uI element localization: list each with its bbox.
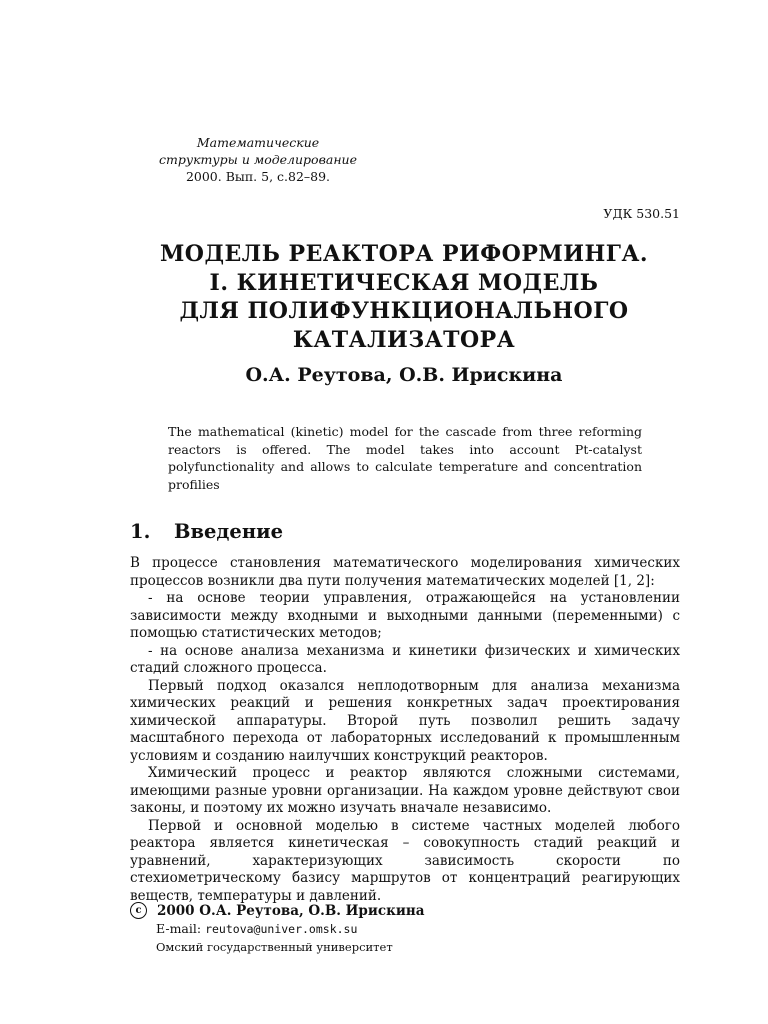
affiliation: Омский государственный университет [156, 940, 393, 954]
email-label: E-mail: [156, 921, 202, 936]
journal-name-line2: структуры и моделирование [158, 152, 357, 167]
journal-issue: 2000. Вып. 5, с.82–89. [185, 169, 331, 184]
copyright-icon: c [130, 902, 147, 919]
email-address[interactable]: reutova@univer.omsk.su [205, 922, 358, 936]
title-line-4: КАТАЛИЗАТОРА [292, 326, 516, 353]
footer [130, 902, 680, 954]
paragraph: - на основе теории управления, отражающейся на установлении зависимости между входными и выходными данными (переменными) с помощью статистических методов; [130, 590, 680, 641]
paragraph: Химический процесс и реактор являются сложными системами, имеющими разные уровни организации. На каждом уровне действуют свои законы, и поэтому их можно изучать вначале независимо. [130, 765, 680, 816]
journal-reference [140, 134, 376, 185]
paper-title [100, 240, 708, 354]
abstract: The mathematical (kinetic) model for the cascade from three reforming reactors is offered. The model takes into account Pt-catalyst polyfunctionality and allows to calculate temperature and concentration profilies [168, 424, 642, 492]
section-heading [130, 520, 283, 543]
paragraph: В процессе становления математического моделирования химических процессов возникли два пути получения математических моделей [1, 2]: [130, 555, 680, 589]
email-line [156, 921, 680, 936]
copyright-line [130, 902, 680, 919]
journal-name-line1: Математические [196, 135, 320, 150]
title-line-1: МОДЕЛЬ РЕАКТОРА РИФОРМИНГА. [159, 241, 649, 267]
paragraph: - на основе анализа механизма и кинетики физических и химических стадий сложного процесса. [130, 642, 680, 676]
body-text [130, 555, 680, 905]
udk-code: УДК 530.51 [603, 206, 680, 221]
title-line-3: ДЛЯ ПОЛИФУНКЦИОНАЛЬНОГО [179, 298, 629, 324]
paragraph: Первой и основной моделью в системе частных моделей любого реактора является кинетическая – совокупность стадий реакций и уравнений, характеризующих зависимость скорости по стехиометрическому базису маршрутов от концентраций реагирующих веществ, температуры и давлений. [130, 817, 680, 904]
paragraph: Первый подход оказался неплодотворным для анализа механизма химических реакций и решения конкретных задач проектирования химической аппаратуры. Второй путь позволил решить задачу масштабного перехода от лабораторных исследований к промышленным условиям и созданию наилучших конструкций реакторов. [130, 677, 680, 764]
section-number: 1. [130, 520, 151, 543]
copyright-text: 2000 О.А. Реутова, О.В. Ирискина [157, 902, 425, 919]
authors: О.А. Реутова, О.В. Ирискина [245, 364, 563, 386]
title-line-2: I. КИНЕТИЧЕСКАЯ МОДЕЛЬ [209, 269, 599, 296]
section-title: Введение [174, 520, 283, 543]
